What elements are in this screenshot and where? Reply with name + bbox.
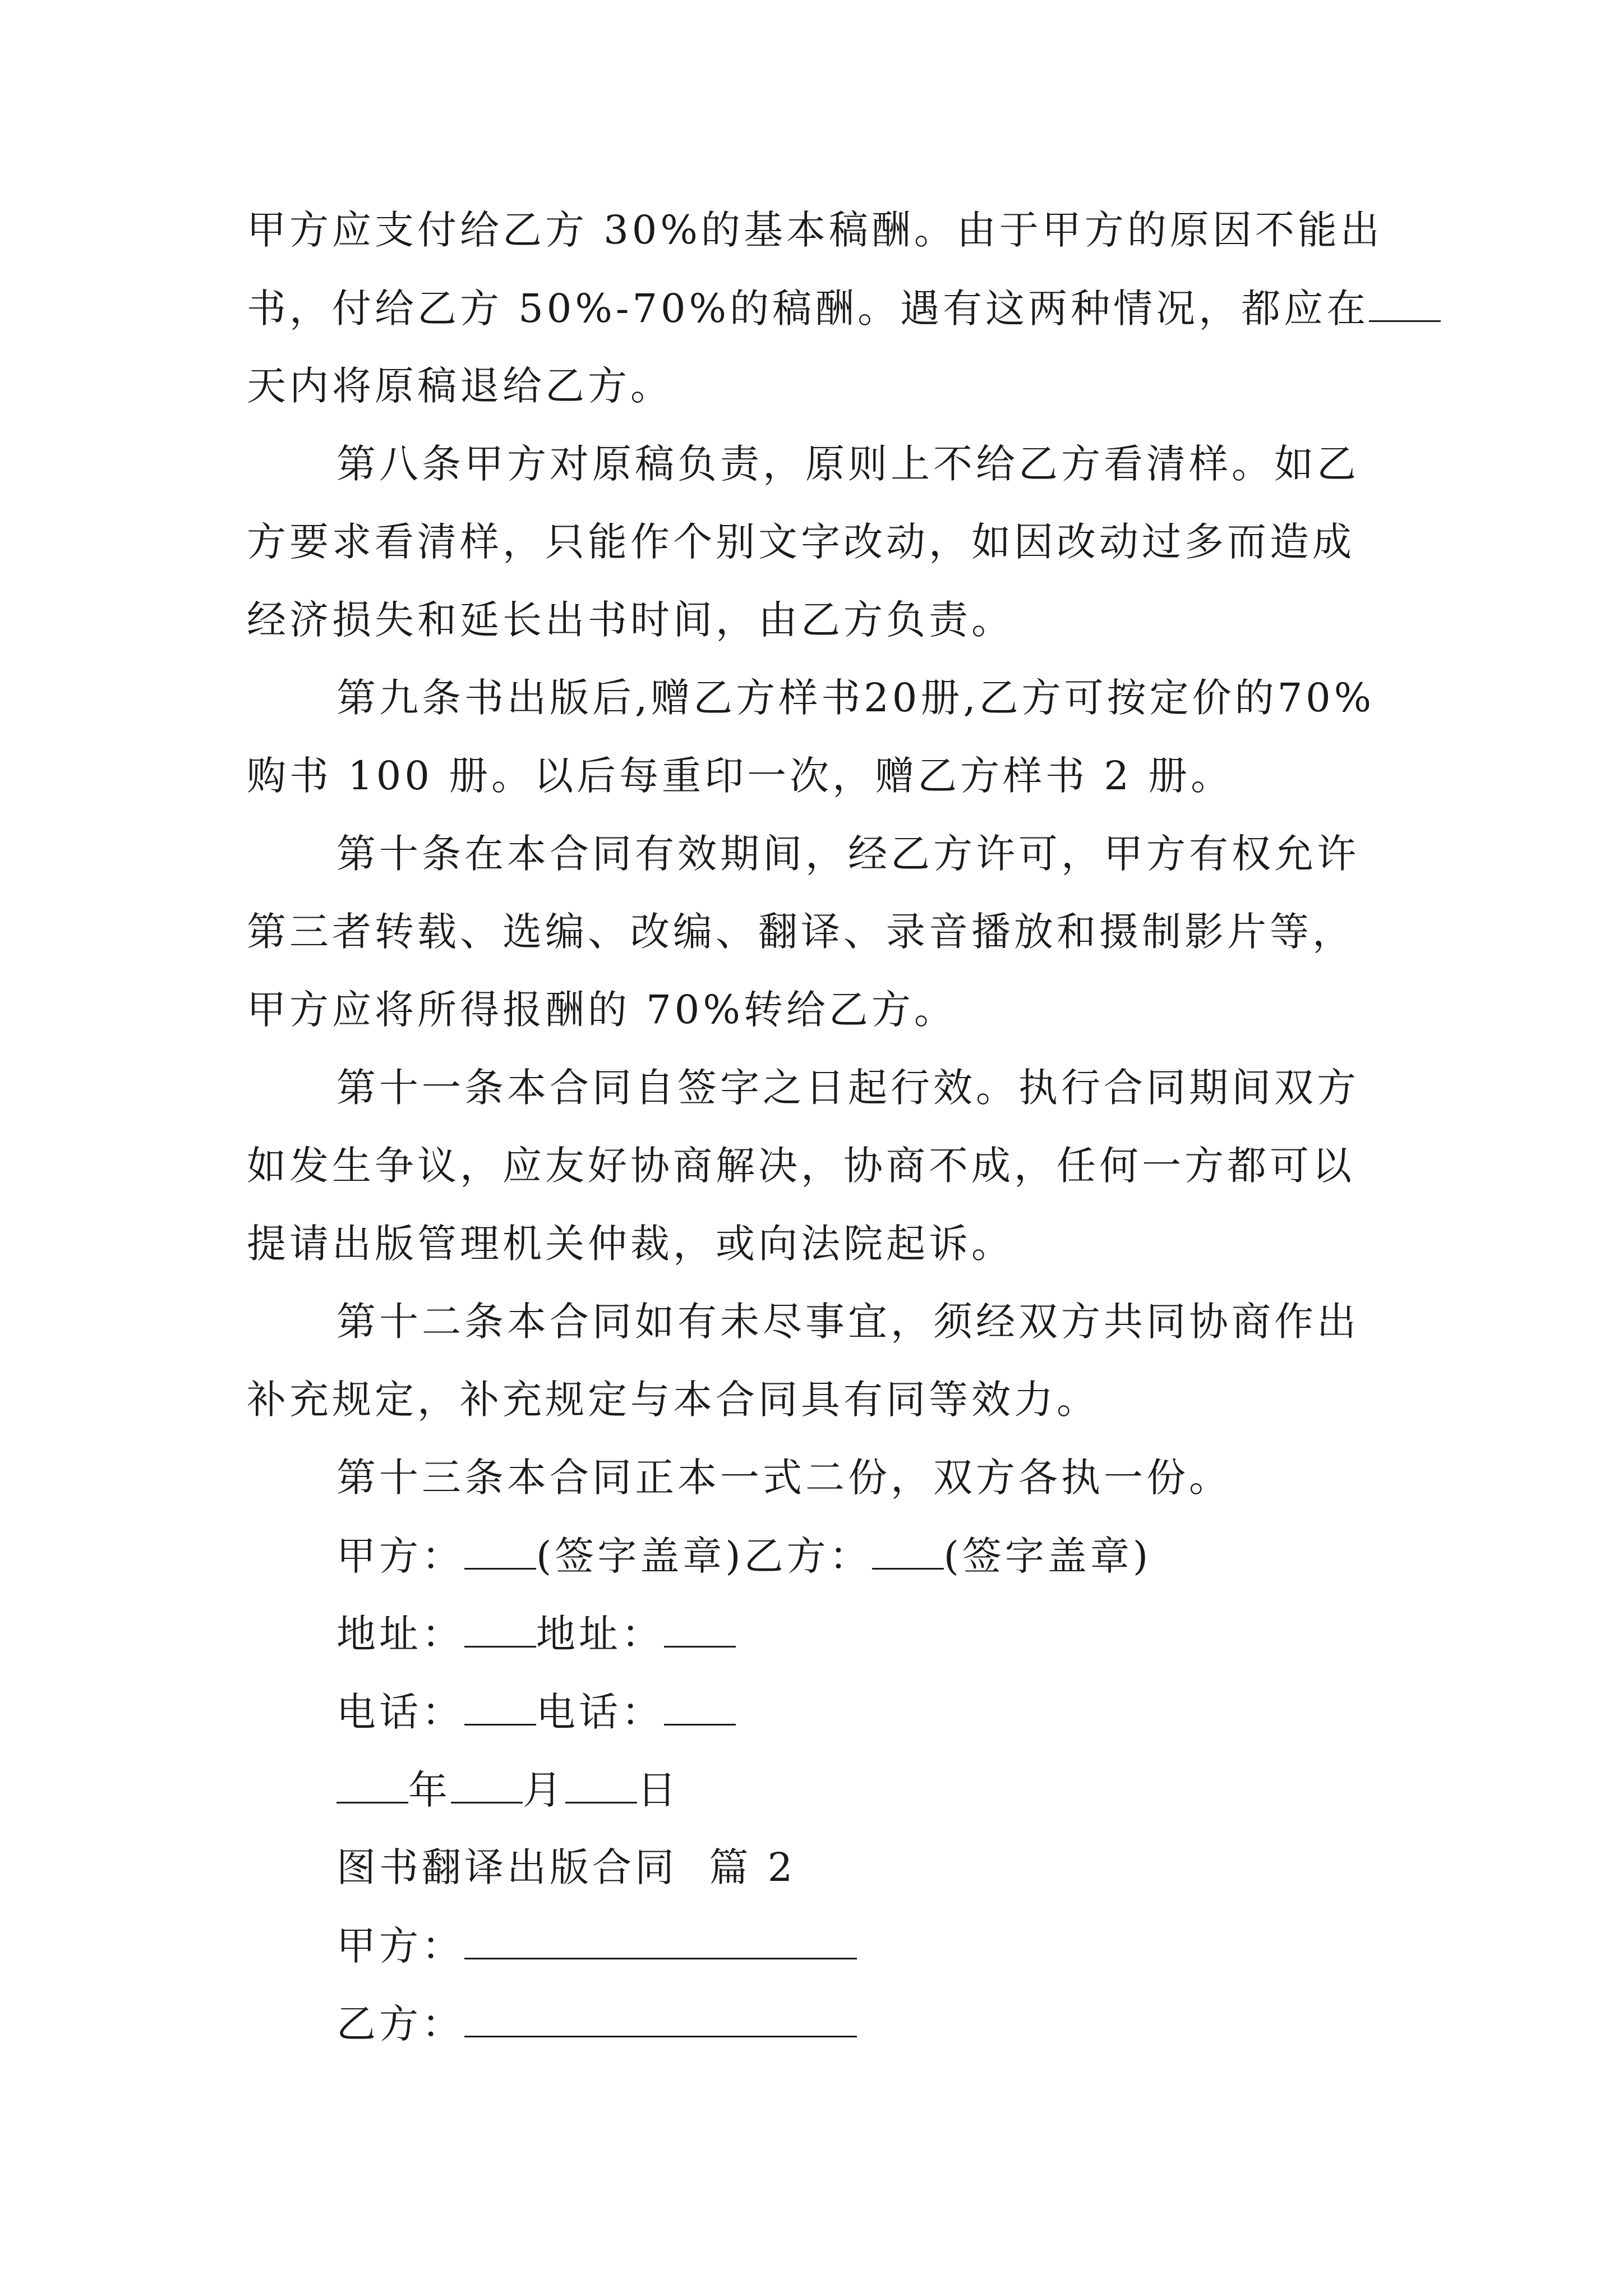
paragraph-line-3: 天内将原稿退给乙方。 [247,363,673,409]
article-10-line-3: 甲方应将所得报酬的 70%转给乙方。 [247,987,957,1033]
document-page [247,208,1396,2079]
article-12-line-2: 补充规定，补充规定与本合同具有同等效力。 [247,1377,1099,1423]
party-b-phone-blank[interactable] [664,1689,736,1726]
paragraph-line-1: 甲方应支付给乙方 30%的基本稿酬。由于甲方的原因不能出 [247,207,1383,253]
year-blank[interactable] [336,1767,408,1803]
signature-date: 年 月 日 [247,1767,1396,1812]
article-9-line-1: 第九条书出版后,赠乙方样书20册,乙方可按定价的70% [336,675,1375,721]
article-12-line-1: 第十二条本合同如有未尽事宜，须经双方共同协商作出 [336,1299,1359,1345]
blank-days[interactable] [1369,286,1441,322]
month-blank[interactable] [451,1767,523,1803]
section-2-party-b-blank[interactable] [464,2001,857,2037]
party-b-address-blank[interactable] [664,1611,736,1648]
article-9-line-2: 购书 100 册。以后每重印一次，赠乙方样书 2 册。 [247,753,1234,799]
paragraph-line-2: 书，付给乙方 50%-70%的稿酬。遇有这两种情况，都应在 [247,286,1396,330]
article-11-line-3: 提请出版管理机关仲裁，或向法院起诉。 [247,1221,1014,1267]
article-11-line-2: 如发生争议，应友好协商解决，协商不成，任何一方都可以 [247,1143,1355,1189]
article-8-line-2: 方要求看清样，只能作个别文字改动，如因改动过多而造成 [247,519,1355,565]
signature-phone: 电话： 电话： [247,1689,1396,1734]
article-13-line-1: 第十三条本合同正本一式二份，双方各执一份。 [336,1455,1232,1501]
party-a-phone-blank[interactable] [464,1689,536,1726]
day-blank[interactable] [565,1767,637,1803]
section-2-party-a-blank[interactable] [464,1923,857,1959]
article-11-line-1: 第十一条本合同自签字之日起行效。执行合同期间双方 [336,1065,1359,1111]
section-2-party-b: 乙方： [247,2001,1396,2046]
section-2-title: 图书翻译出版合同 篇 2 [336,1844,796,1890]
signature-parties: 甲方： (签字盖章)乙方： (签字盖章) [336,1533,1152,1579]
article-10-line-2: 第三者转载、选编、改编、翻译、录音播放和摄制影片等， [247,909,1355,955]
article-8-line-1: 第八条甲方对原稿负责，原则上不给乙方看清样。如乙 [336,441,1359,487]
party-b-signature-blank[interactable] [872,1533,944,1570]
party-a-signature-blank[interactable] [464,1533,536,1570]
section-2-party-a: 甲方： [247,1923,1396,1968]
article-8-line-3: 经济损失和延长出书时间，由乙方负责。 [247,597,1014,643]
article-10-line-1: 第十条在本合同有效期间，经乙方许可，甲方有权允许 [336,831,1359,877]
signature-address: 地址： 地址： [247,1611,1396,1656]
party-a-address-blank[interactable] [464,1611,536,1648]
